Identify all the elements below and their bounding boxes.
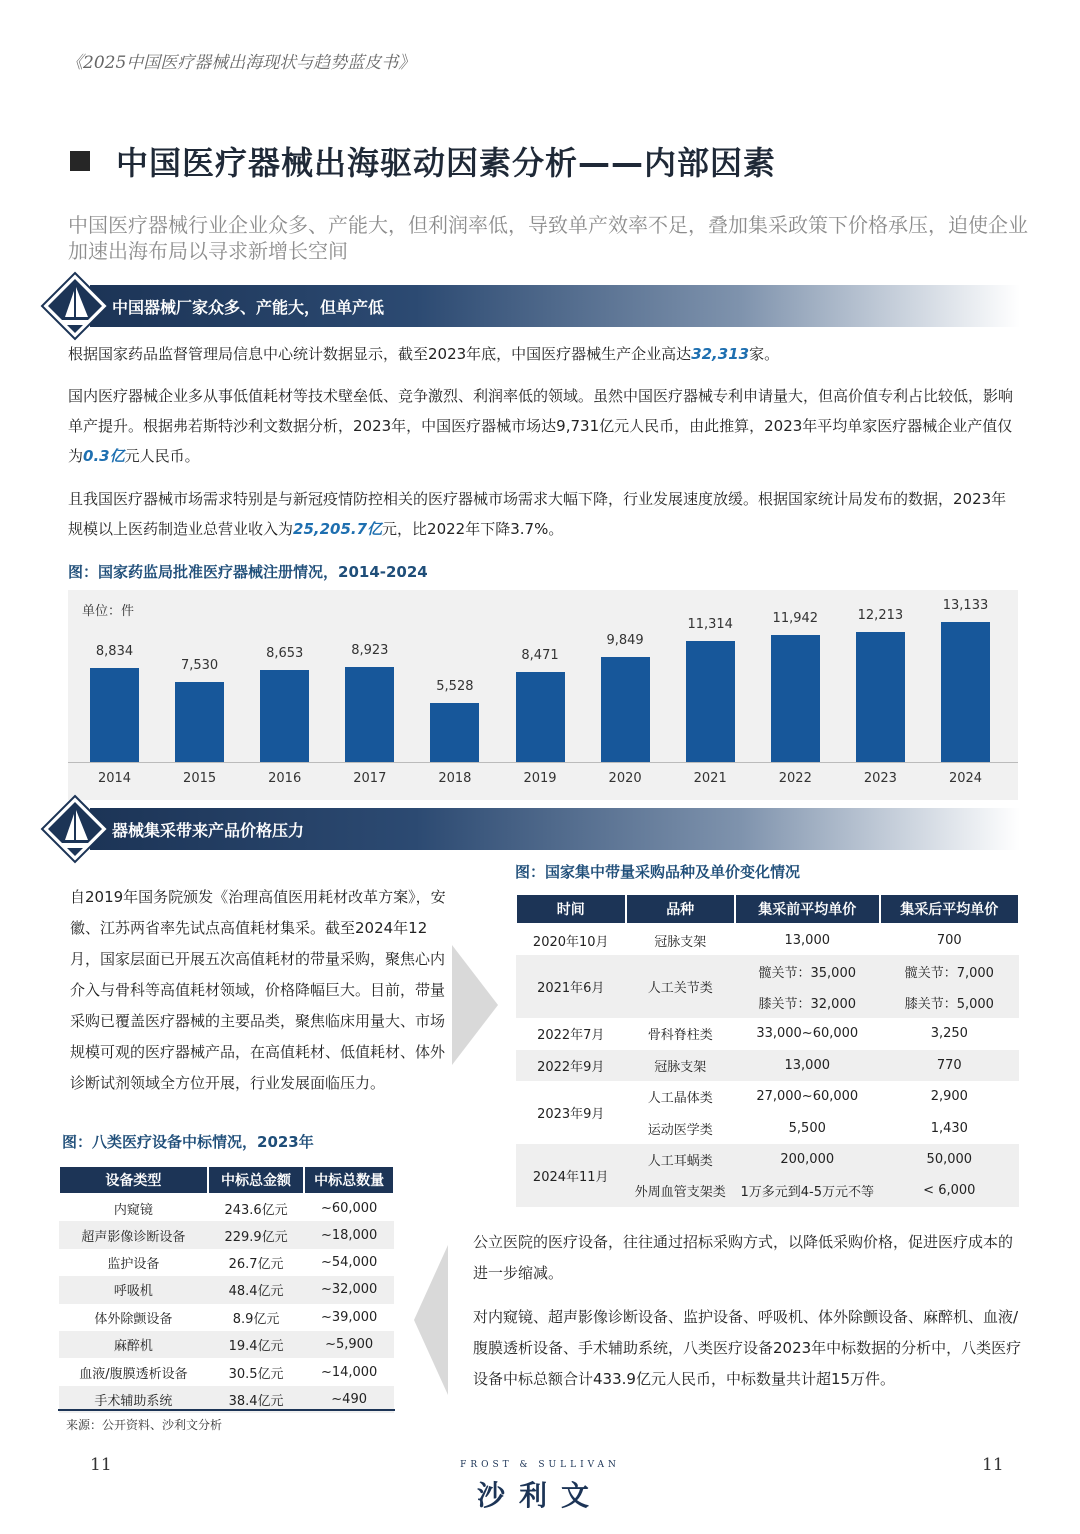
table-cell: 体外除颤设备 bbox=[59, 1304, 208, 1331]
bar-value-label: 7,530 bbox=[180, 657, 219, 673]
bar-2018 bbox=[430, 703, 479, 762]
table-cell: ~32,000 bbox=[304, 1276, 394, 1303]
bar-2023 bbox=[856, 632, 905, 762]
table-header: 集采前平均单价 bbox=[735, 894, 880, 924]
x-tick-label: 2021 bbox=[693, 771, 727, 786]
table-header: 品种 bbox=[626, 894, 735, 924]
table-header-row bbox=[516, 894, 1019, 924]
table-cell: 38.4亿元 bbox=[208, 1386, 304, 1413]
procurement-paragraph: 自2019年国务院颁发《治理高值医用耗材改革方案》，安徽、江苏两省率先试点高值耗材集采。截至2024年12月，国家层面已开展五次高值耗材的带量采购，聚焦心内介入与骨科等高值耗材领域，价格降幅巨大。目前，带量采购已覆盖医疗器械的主要品类，聚焦临床用量大、市场规模可观的医疗器械产品，在高值耗材、低值耗材、体外诊断试剂领域全方位开展，行业发展面临压力。 bbox=[70, 888, 446, 1092]
section-subtitle: 中国医疗器械行业企业众多、产能大，但利润率低，导致单产效率不足，叠加集采政策下价格承压，迫使企业加速出海布局以寻求新增长空间 bbox=[68, 213, 1028, 263]
paragraph-3: 且我国医疗器械市场需求特别是与新冠疫情防控相关的医疗器械市场需求大幅下降，行业发展速度放缓。根据国家统计局发布的数据，2023年规模以上医药制造业总营业收入为25,205.7亿元，比2022年下降3.7%。 bbox=[68, 490, 1007, 538]
table-row bbox=[59, 1276, 394, 1303]
table-bottom-rule bbox=[58, 1409, 395, 1411]
table-row bbox=[59, 1331, 394, 1358]
chart-x-axis bbox=[68, 762, 1018, 763]
subsection-band-1 bbox=[40, 285, 1020, 327]
bar-2014 bbox=[90, 668, 139, 762]
table-cell: 监护设备 bbox=[59, 1249, 208, 1276]
right-paragraph-1: 公立医院的医疗设备，往往通过招标采购方式，以降低采购价格，促进医疗成本的进一步缩减。 bbox=[473, 1233, 1014, 1282]
table-header: 集采后平均单价 bbox=[880, 894, 1019, 924]
table-cell: 30.5亿元 bbox=[208, 1358, 304, 1385]
table-cell: 243.6亿元 bbox=[208, 1194, 304, 1221]
brand-chinese: 沙利文 bbox=[476, 1479, 603, 1512]
document-title: 《2025中国医疗器械出海现状与趋势蓝皮书》 bbox=[66, 53, 416, 73]
x-tick-label: 2018 bbox=[438, 771, 472, 786]
x-tick-label: 2017 bbox=[353, 771, 387, 786]
table-cell: 呼吸机 bbox=[59, 1276, 208, 1303]
table-cell: 血液/腹膜透析设备 bbox=[59, 1358, 208, 1385]
bar-value-label: 8,834 bbox=[95, 643, 134, 659]
x-tick-label: 2014 bbox=[97, 771, 132, 786]
chart-unit-label: 单位：件 bbox=[82, 604, 135, 619]
bar-value-label: 11,942 bbox=[772, 610, 819, 626]
table-cell: 48.4亿元 bbox=[208, 1276, 304, 1303]
sailboat-icon bbox=[40, 271, 110, 341]
page-number-right: 11 bbox=[982, 1455, 1004, 1475]
x-tick-label: 2020 bbox=[608, 771, 642, 786]
bar-value-label: 12,213 bbox=[857, 607, 904, 623]
table-cell: 手术辅助系统 bbox=[59, 1386, 208, 1413]
table-cell: 麻醉机 bbox=[59, 1331, 208, 1358]
table-header-row bbox=[59, 1166, 394, 1194]
table1-title: 图：国家集中带量采购品种及单价变化情况 bbox=[515, 863, 801, 881]
table-row bbox=[59, 1304, 394, 1331]
paragraph-2: 国内医疗器械企业多从事低值耗材等技术壁垒低、竞争激烈、利润率低的领域。虽然中国医疗器械专利申请量大，但高价值专利占比较低，影响单产提升。根据弗若斯特沙利文数据分析，2023年，中国医疗器械市场达9,731亿元人民币，由此推算，2023年平均单家医疗器械企业产值仅为0.3亿元人民币。 bbox=[68, 387, 1014, 465]
brand-logo bbox=[440, 1460, 640, 1514]
x-tick-label: 2015 bbox=[183, 771, 217, 786]
bar-2022 bbox=[771, 635, 820, 762]
heading-square-icon bbox=[70, 151, 90, 171]
bar-2024 bbox=[941, 622, 990, 762]
bar-value-label: 8,653 bbox=[266, 645, 304, 661]
table-cell: 19.4亿元 bbox=[208, 1331, 304, 1358]
sailboat-icon bbox=[40, 794, 110, 864]
subsection-title-1: 中国器械厂家众多、产能大，但单产低 bbox=[112, 298, 385, 317]
bar-value-label: 13,133 bbox=[942, 598, 989, 613]
table-header: 中标总数量 bbox=[304, 1166, 394, 1194]
source-note: 来源：公开资料、沙利文分析 bbox=[66, 1418, 223, 1432]
table-cell: ~18,000 bbox=[304, 1221, 394, 1248]
table2-title: 图：八类医疗设备中标情况，2023年 bbox=[62, 1133, 314, 1151]
table-row bbox=[59, 1221, 394, 1248]
bar-value-label: 8,923 bbox=[351, 642, 389, 658]
table-row: 2022年9月 冠脉支架 13,000 770 bbox=[516, 1050, 1019, 1081]
highlight-number: 25,205.7亿 bbox=[293, 520, 383, 538]
section-heading bbox=[70, 138, 776, 184]
x-tick-label: 2019 bbox=[523, 771, 557, 786]
table-cell: ~490 bbox=[304, 1386, 394, 1413]
table-cell: 8.9亿元 bbox=[208, 1304, 304, 1331]
table-row: 2023年9月 人工晶体类 27,000~60,000 2,900 bbox=[516, 1081, 1019, 1112]
table-cell: 229.9亿元 bbox=[208, 1221, 304, 1248]
table-cell: ~60,000 bbox=[304, 1194, 394, 1221]
table-row: 2021年6月 人工关节类 髋关节：35,000 髋关节：7,000 bbox=[516, 955, 1019, 986]
bar-2020 bbox=[601, 657, 650, 762]
x-tick-label: 2016 bbox=[268, 771, 302, 786]
bar-2017 bbox=[345, 667, 394, 762]
chart-title: 图：国家药监局批准医疗器械注册情况，2014-2024 bbox=[68, 563, 428, 581]
equipment-bid-table bbox=[58, 1165, 395, 1413]
highlight-number: 0.3亿 bbox=[83, 447, 125, 465]
table-header: 时间 bbox=[516, 894, 626, 924]
paragraph-1: 根据国家药品监督管理局信息中心统计数据显示，截至2023年底，中国医疗器械生产企业高达32,313家。 bbox=[68, 345, 780, 363]
brand-english: FROST & SULLIVAN bbox=[460, 1460, 620, 1470]
table-cell: 内窥镜 bbox=[59, 1194, 208, 1221]
page-number-left: 11 bbox=[90, 1455, 112, 1475]
table-row: 外周血管支架类 1万多元到4-5万元不等 < 6,000 bbox=[516, 1175, 1019, 1206]
table-row: 运动医学类 5,500 1,430 bbox=[516, 1112, 1019, 1143]
right-paragraph-2: 对内窥镜、超声影像诊断设备、监护设备、呼吸机、体外除颤设备、麻醉机、血液/腹膜透析设备、手术辅助系统，八类医疗设备2023年中标数据的分析中，八类医疗设备中标总额合计433.9亿元人民币，中标数量共计超15万件。 bbox=[473, 1308, 1022, 1388]
bar-value-label: 5,528 bbox=[436, 679, 474, 695]
x-tick-label: 2022 bbox=[778, 771, 812, 786]
table-cell: 26.7亿元 bbox=[208, 1249, 304, 1276]
table-cell: ~54,000 bbox=[304, 1249, 394, 1276]
bar-2016 bbox=[260, 670, 309, 762]
x-tick-label: 2023 bbox=[863, 771, 897, 786]
subsection-title-2: 器械集采带来产品价格压力 bbox=[112, 821, 305, 840]
table-row bbox=[59, 1194, 394, 1221]
bar-value-label: 9,849 bbox=[606, 633, 644, 648]
x-tick-label: 2024 bbox=[948, 771, 983, 786]
bar-2019 bbox=[516, 672, 565, 762]
bar-value-label: 11,314 bbox=[687, 617, 733, 633]
table-cell: 超声影像诊断设备 bbox=[59, 1221, 208, 1248]
table-row: 2024年11月 人工耳蜗类 200,000 50,000 bbox=[516, 1144, 1019, 1175]
highlight-number: 32,313 bbox=[691, 345, 750, 363]
table-row: 2022年7月 骨科脊柱类 33,000~60,000 3,250 bbox=[516, 1018, 1019, 1049]
table-cell: ~39,000 bbox=[304, 1304, 394, 1331]
subsection-band-2 bbox=[40, 808, 1020, 850]
chevron-left-icon bbox=[414, 1245, 448, 1395]
procurement-price-table bbox=[515, 893, 1020, 1207]
table-row: 2020年10月 冠脉支架 13,000 700 bbox=[516, 924, 1019, 955]
chevron-right-icon bbox=[452, 945, 498, 1065]
bar-2021 bbox=[686, 641, 735, 762]
table-row bbox=[59, 1358, 394, 1385]
bar-2015 bbox=[175, 682, 224, 762]
section-title: 中国医疗器械出海驱动因素分析——内部因素 bbox=[116, 144, 777, 182]
bar-value-label: 8,471 bbox=[521, 647, 559, 663]
table-header: 设备类型 bbox=[59, 1166, 208, 1194]
table-row: 膝关节：32,000 膝关节：5,000 bbox=[516, 987, 1019, 1018]
table-header: 中标总金额 bbox=[208, 1166, 304, 1194]
table-cell: ~14,000 bbox=[304, 1358, 394, 1385]
table-cell: ~5,900 bbox=[304, 1331, 394, 1358]
table-row bbox=[59, 1249, 394, 1276]
